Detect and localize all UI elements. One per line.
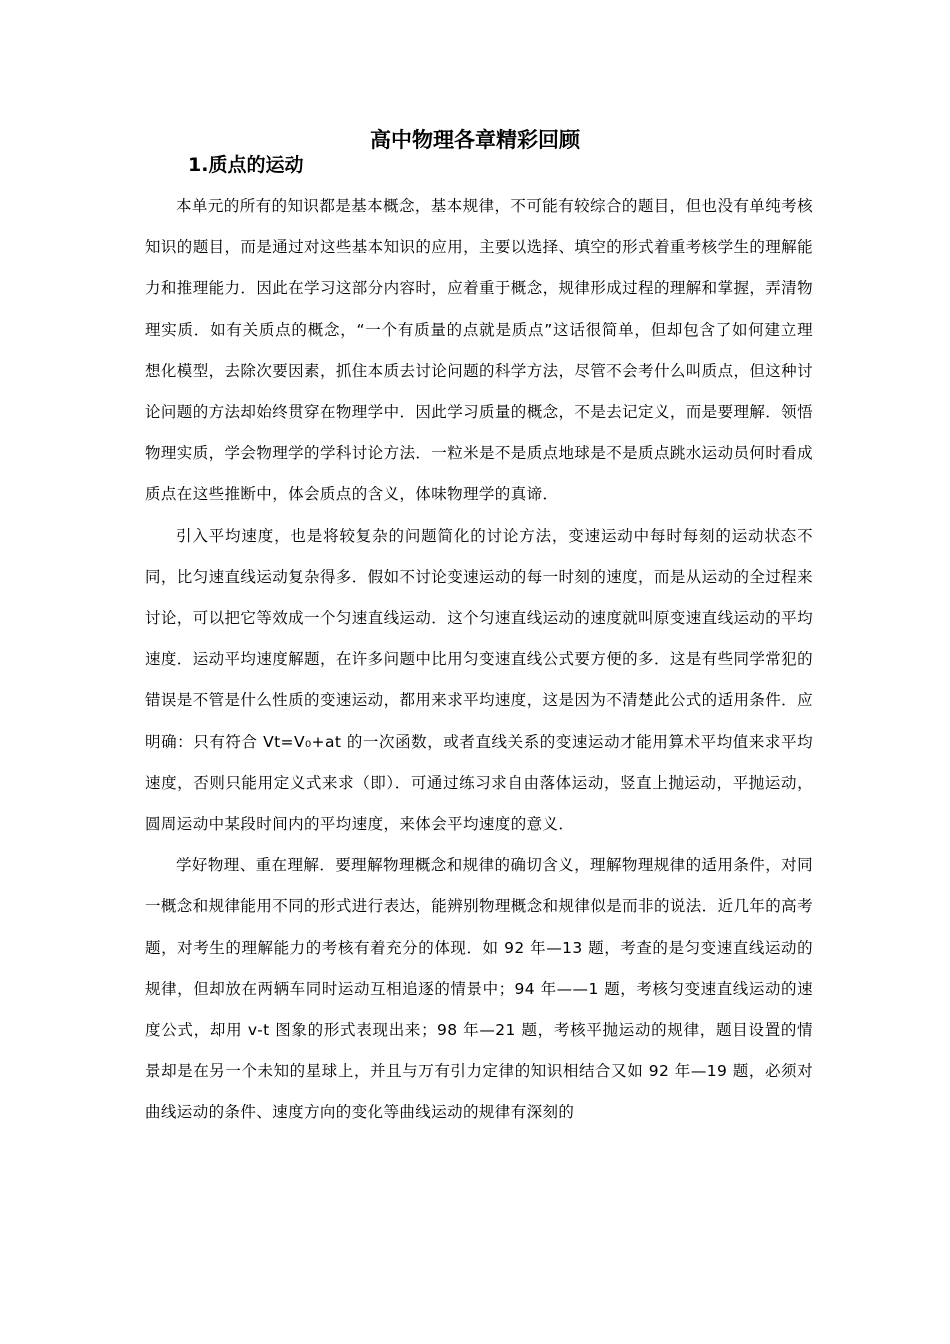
paragraph-2: 引入平均速度，也是将较复杂的问题简化的讨论方法，变速运动中每时每刻的运动状态不同，比匀速直线运动复杂得多．假如不讨论变速运动的每一时刻的速度，而是从运动的全过程来讨论，可以把它等效成一个匀速直线运动．这个匀速直线运动的速度就叫原变速直线运动的平均速度．运动平均速度解题，在许多问题中比用匀变速直线公式要方便的多．这是有些同学常犯的错误是不管是什么性质的变速运动，都用来求平均速度，这是因为不清楚此公式的适用条件．应明确：只有符合 Vt=V₀+at 的一次函数，或者直线关系的变速运动才能用算术平均值来求平均速度，否则只能用定义式来求（即）．可通过练习求自由落体运动，竖直上抛运动，平抛运动，圆周运动中某段时间内的平均速度，来体会平均速度的意义． bbox=[145, 526, 813, 834]
body-text bbox=[145, 186, 813, 1134]
paragraph-3: 学好物理、重在理解．要理解物理概念和规律的确切含义，理解物理规律的适用条件，对同一概念和规律能用不同的形式进行表达，能辨别物理概念和规律似是而非的说法．近几年的高考题，对考生的理解能力的考核有着充分的体现．如 92 年—13 题，考查的是匀变速直线运动的规律，但却放在两辆车同时运动互相追逐的情景中；94 年——1 题，考核匀变速直线运动的速度公式，却用 v-t 图象的形式表现出来；98 年—21 题，考核平抛运动的规律，题目设置的情景却是在另一个未知的星球上，并且与万有引力定律的知识相结合又如 92 年—19 题，必须对曲线运动的条件、速度方向的变化等曲线运动的规律有深刻的 bbox=[145, 856, 813, 1122]
section-heading: 1.质点的运动 bbox=[188, 154, 304, 176]
paragraph-1: 本单元的所有的知识都是基本概念，基本规律，不可能有较综合的题目，但也没有单纯考核知识的题目，而是通过对这些基本知识的应用，主要以选择、填空的形式着重考核学生的理解能力和推理能力．因此在学习这部分内容时，应着重于概念，规律形成过程的理解和掌握，弄清物理实质．如有关质点的概念，“一个有质量的点就是质点”这话很简单，但却包含了如何建立理想化模型，去除次要因素，抓住本质去讨论问题的科学方法，尽管不会考什么叫质点，但这种讨论问题的方法却始终贯穿在物理学中．因此学习质量的概念，不是去记定义，而是要理解．领悟物理实质，学会物理学的学科讨论方法．一粒米是不是质点地球是不是质点跳水运动员何时看成质点在这些推断中，体会质点的含义，体味物理学的真谛． bbox=[145, 197, 813, 504]
document-title: 高中物理各章精彩回顾 bbox=[370, 127, 580, 152]
